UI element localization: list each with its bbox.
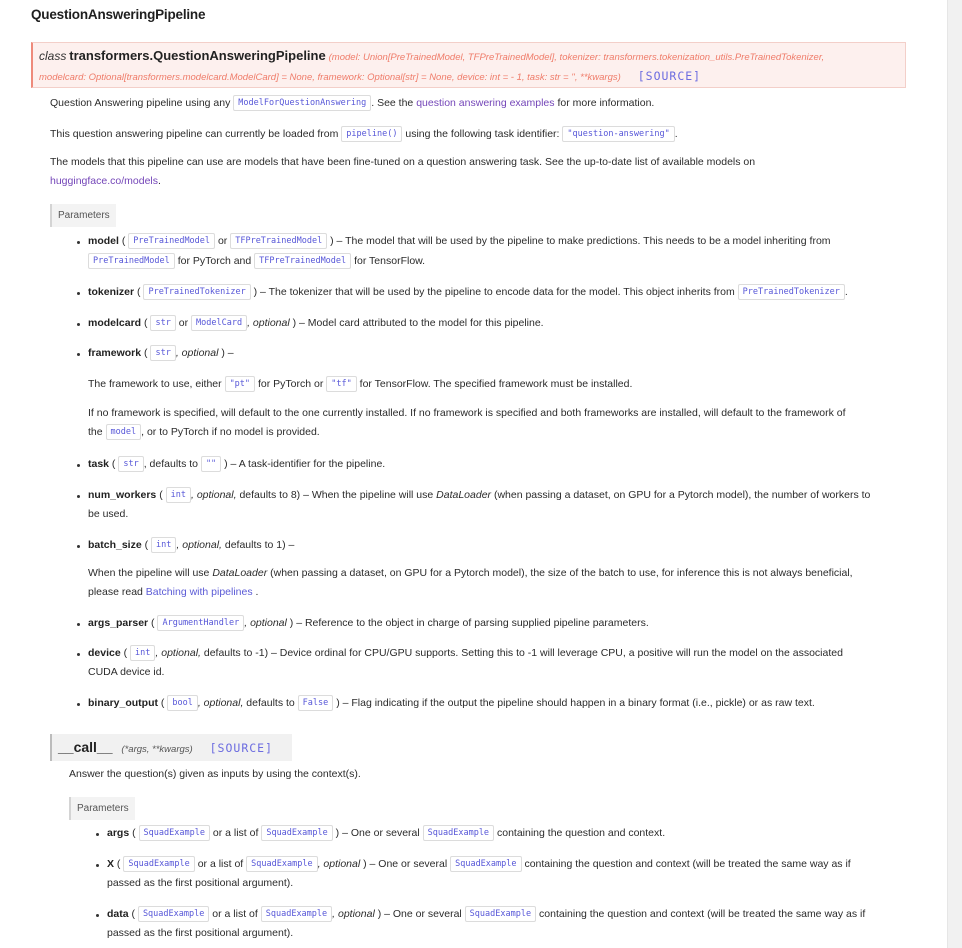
param-tokenizer: tokenizer ( PreTrainedTokenizer ) – The tokenizer that will be used by the pipeline to encode data for the model. This object inherits from PreTrainedTokenizer .	[88, 283, 848, 302]
bullet	[96, 914, 99, 917]
param-modelcard: modelcard ( str or ModelCard , optional ) – Model card attributed to the model for this pipeline.	[88, 314, 544, 333]
bullet	[77, 353, 80, 356]
signature-args-2: modelcard: Optional[transformers.modelcard.ModelCard] = None, framework: Optional[str] = None, device: int = - 1, task: str = '', **kwargs)	[39, 72, 621, 83]
signature-args-1: (model: Union[PreTrainedModel, TFPreTrainedModel], tokenizer: transformers.tokenization_utils.PreTrainedTokenizer,	[328, 52, 825, 63]
code-ref: model	[106, 424, 142, 440]
parameters-label: Parameters	[50, 204, 116, 227]
call-param-args: args ( SquadExample or a list of SquadExample ) – One or several SquadExample containing the question and context.	[107, 824, 665, 843]
param-task: task ( str , defaults to "" ) – A task-identifier for the pipeline.	[88, 455, 385, 474]
code-ref: PreTrainedModel	[128, 233, 215, 249]
hf-models-link[interactable]: huggingface.co/models	[50, 175, 158, 187]
bullet	[77, 292, 80, 295]
param-model-line2: PreTrainedModel for PyTorch and TFPreTrainedModel for TensorFlow.	[88, 252, 425, 271]
call-description: Answer the question(s) given as inputs by using the context(s).	[69, 768, 361, 780]
code-ref: ModelForQuestionAnswering	[233, 95, 371, 111]
bullet	[77, 653, 80, 656]
code-ref: bool	[167, 695, 197, 711]
code-ref: SquadExample	[423, 825, 494, 841]
code-ref: int	[151, 537, 176, 553]
class-keyword: class	[39, 49, 67, 63]
code-ref: TFPreTrainedModel	[230, 233, 327, 249]
param-binary-output: binary_output ( bool , optional, defaults to False ) – Flag indicating if the output the pipeline should happen in a binary format (i.e., pickle) or as raw text.	[88, 694, 815, 713]
code-ref: SquadExample	[465, 906, 536, 922]
code-ref: SquadExample	[261, 825, 332, 841]
code-ref: "question-answering"	[562, 126, 674, 142]
code-ref: int	[166, 487, 191, 503]
bullet	[77, 464, 80, 467]
bullet	[77, 323, 80, 326]
param-device: device ( int , optional, defaults to -1) – Device ordinal for CPU/GPU supports. Setting this to -1 will leverage CPU, a positive will run the model on the associated CUDA device id.	[88, 647, 843, 678]
code-ref: TFPreTrainedModel	[254, 253, 351, 269]
call-param-x: X ( SquadExample or a list of SquadExample , optional ) – One or several SquadExample containing the question and context (will be treated the same way as if passed as the first positional argument).	[107, 858, 851, 889]
bullet	[96, 833, 99, 836]
bullet	[77, 495, 80, 498]
param-framework: framework ( str , optional ) –	[88, 344, 234, 363]
method-name: __call__	[58, 739, 113, 755]
page-title: QuestionAnsweringPipeline	[31, 7, 206, 22]
param-num-workers: num_workers ( int , optional, defaults to 8) – When the pipeline will use DataLoader (when passing a dataset, on GPU for a Pytorch model), the number of workers to be used.	[88, 489, 871, 520]
bullet	[77, 703, 80, 706]
param-model: model ( PreTrainedModel or TFPreTrainedModel ) – The model that will be used by the pipeline to make predictions. This needs to be a model inheriting from	[88, 232, 908, 251]
code-ref: str	[118, 456, 143, 472]
intro-paragraph-2: This question answering pipeline can currently be loaded from pipeline() using the following task identifier: "question-answering" .	[50, 125, 678, 144]
class-prefix	[69, 48, 325, 63]
source-link[interactable]: [SOURCE]	[637, 69, 702, 83]
batching-link[interactable]: Batching with pipelines	[145, 586, 253, 598]
batch-size-desc: When the pipeline will use DataLoader (when passing a dataset, on GPU for a Pytorch model), the size of the batch to use, for inference this is not always beneficial, please read Batching with pipelines .	[88, 567, 853, 598]
intro-paragraph-3: The models that this pipeline can use are models that have been fine-tuned on a question answering task. See the up-to-date list of available models on huggingface.co/models.	[50, 156, 756, 187]
bullet	[77, 241, 80, 244]
code-ref: SquadExample	[138, 906, 209, 922]
bullet	[77, 545, 80, 548]
code-ref: str	[150, 315, 175, 331]
code-ref: PreTrainedTokenizer	[143, 284, 250, 300]
code-ref: SquadExample	[246, 856, 317, 872]
code-ref: ""	[201, 456, 221, 472]
bullet	[77, 623, 80, 626]
call-param-data: data ( SquadExample or a list of SquadExample , optional ) – One or several SquadExample containing the question and context (will be treated the same way as if passed as the first positional argument).	[107, 908, 866, 939]
code-ref: False	[298, 695, 334, 711]
call-source-link[interactable]: [SOURCE]	[209, 741, 274, 755]
intro-paragraph-1: Question Answering pipeline using any ModelForQuestionAnswering . See the question answering examples for more information.	[50, 94, 654, 113]
code-ref: str	[150, 345, 175, 361]
code-ref: PreTrainedModel	[88, 253, 175, 269]
framework-desc-2: If no framework is specified, will default to the one currently installed. If no framework is specified and both frameworks are installed, will default to the framework of the model , or to PyTorch if no model is provided.	[88, 404, 903, 442]
qa-examples-link[interactable]: question answering examples	[416, 97, 555, 109]
module-prefix: transformers.	[69, 48, 154, 63]
class-name: QuestionAnsweringPipeline	[153, 48, 326, 63]
code-ref: PreTrainedTokenizer	[738, 284, 845, 300]
param-batch-size: batch_size ( int , optional, defaults to 1) –	[88, 536, 294, 555]
code-ref: ModelCard	[191, 315, 247, 331]
scrollbar[interactable]	[947, 0, 962, 948]
code-ref: "pt"	[225, 376, 255, 392]
param-args-parser: args_parser ( ArgumentHandler , optional ) – Reference to the object in charge of parsing supplied pipeline parameters.	[88, 614, 649, 633]
code-ref: SquadExample	[261, 906, 332, 922]
framework-desc-1: The framework to use, either "pt" for PyTorch or "tf" for TensorFlow. The specified framework must be installed.	[88, 375, 632, 394]
code-ref: SquadExample	[139, 825, 210, 841]
code-ref: SquadExample	[450, 856, 521, 872]
code-ref: SquadExample	[123, 856, 194, 872]
method-args: (*args, **kwargs)	[121, 744, 193, 755]
code-ref: int	[130, 645, 155, 661]
code-ref: ArgumentHandler	[157, 615, 244, 631]
code-ref: "tf"	[326, 376, 356, 392]
bullet	[96, 864, 99, 867]
call-parameters-label: Parameters	[69, 797, 135, 820]
call-signature	[50, 734, 292, 761]
class-signature	[31, 42, 906, 88]
code-ref: pipeline()	[341, 126, 402, 142]
